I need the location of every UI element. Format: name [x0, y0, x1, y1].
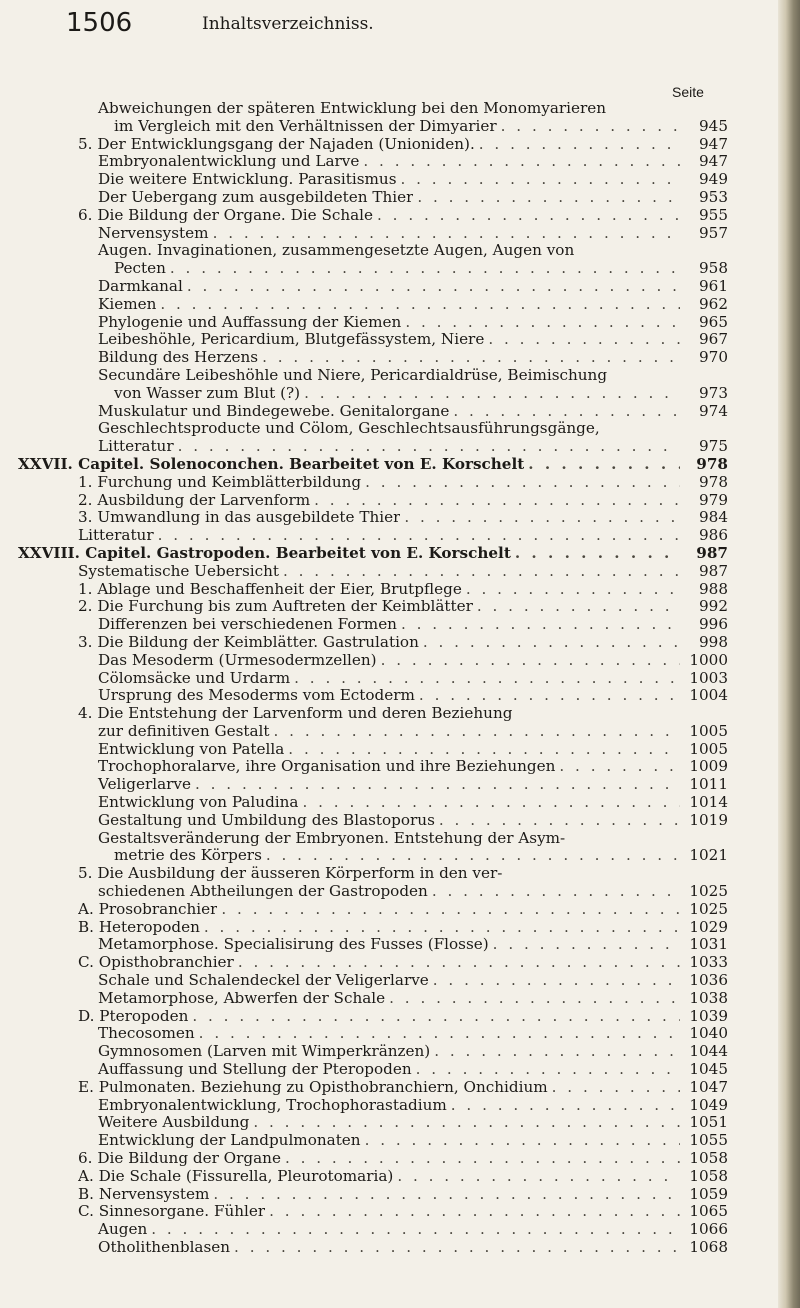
toc-entry-page: 1003: [689, 668, 728, 687]
toc-entry: [78, 1061, 728, 1079]
toc-entry-label: Secundäre Leibeshöhle und Niere, Pericardialdrüse, Beimischung: [98, 366, 608, 384]
toc-entry: [78, 1168, 728, 1186]
toc-entry-page: 961: [699, 276, 728, 295]
toc-entry-label: 3. Umwandlung in das ausgebildete Thier: [78, 509, 401, 527]
toc-entry-label: im Vergleich mit den Verhältnissen der Dimyarier: [114, 117, 497, 135]
toc-entry-label: 2. Die Furchung bis zum Auftreten der Keimblätter: [78, 598, 473, 616]
toc-entry-label: E. Pulmonaten. Beziehung zu Opisthobranchiern, Onchidium: [78, 1078, 548, 1096]
toc-entry: [78, 741, 728, 759]
toc-entry-label: Weitere Ausbildung: [98, 1114, 250, 1132]
toc-entry: [78, 153, 728, 171]
dot-leader: [234, 1239, 680, 1257]
dot-leader: [439, 812, 680, 830]
toc-entry-page: 1065: [689, 1202, 728, 1221]
toc-entry: [78, 865, 728, 883]
toc-entry-page: 958: [699, 259, 728, 278]
toc-entry-page: 1021: [689, 846, 728, 865]
toc-entry-page: 967: [699, 330, 728, 349]
toc-entry-page: 945: [699, 116, 728, 135]
toc-entry-label: XXVII. Capitel. Solenoconchen. Bearbeitet von E. Korschelt: [18, 455, 525, 473]
dot-leader: [160, 296, 680, 314]
toc-entry: [78, 687, 728, 705]
toc-entry-label: Geschlechtsproducte und Cölom, Geschlechtsausführungsgänge,: [98, 420, 600, 438]
toc-entry-label: Leibeshöhle, Pericardium, Blutgefässystem, Niere: [98, 331, 485, 349]
toc-entry: [78, 278, 728, 296]
toc-entry: [78, 723, 728, 741]
toc-entry: [78, 1186, 728, 1204]
toc-entry-page: 1005: [689, 721, 728, 740]
toc-entry: [78, 1150, 728, 1168]
toc-entry-label: B. Heteropoden: [78, 918, 200, 936]
toc-entry-label: 5. Die Ausbildung der äusseren Körperform in den ver-: [78, 865, 503, 883]
toc-entry-page: 974: [699, 401, 728, 420]
toc-entry: [78, 812, 728, 830]
toc-entry: [78, 847, 728, 865]
toc-entry-page: 1038: [689, 988, 728, 1007]
toc-entry-label: C. Opisthobranchier: [78, 954, 234, 972]
dot-leader: [417, 189, 680, 207]
toc-entry: [78, 474, 728, 492]
toc-entry-page: 957: [699, 223, 728, 242]
dot-leader: [419, 687, 680, 705]
toc-entry: [78, 260, 728, 278]
toc-entry-page: 1005: [689, 739, 728, 758]
toc-entry-label: D. Pteropoden: [78, 1007, 189, 1025]
toc-entry: [78, 331, 728, 349]
toc-entry-label: Gestaltung und Umbildung des Blastoporus: [98, 811, 435, 829]
toc-entry-label: A. Die Schale (Fissurella, Pleurotomaria): [78, 1167, 394, 1185]
dot-leader: [404, 509, 680, 527]
toc-entry: [78, 919, 728, 937]
toc-entry-page: 975: [699, 437, 728, 456]
toc-entry: [78, 118, 728, 136]
toc-entry-page: 978: [699, 472, 728, 491]
toc-entry-label: 4. Die Entstehung der Larvenform und deren Beziehung: [78, 705, 513, 723]
toc-entry-label: 2. Ausbildung der Larvenform: [78, 491, 311, 509]
toc-entry-page: 1009: [689, 757, 728, 776]
toc-entry-label: Differenzen bei verschiedenen Formen: [98, 616, 397, 634]
toc-entry: [78, 314, 728, 332]
dot-leader: [488, 331, 680, 349]
toc-entry-page: 988: [699, 579, 728, 598]
dot-leader: [559, 758, 680, 776]
toc-entry-page: 1058: [689, 1166, 728, 1185]
dot-leader: [515, 545, 680, 563]
toc-entry-label: 1. Ablage und Beschaffenheit der Eier, Brutpflege: [78, 580, 462, 598]
toc-entry-label: Entwicklung von Patella: [98, 740, 285, 758]
dot-leader: [363, 153, 680, 171]
toc-entry-page: 973: [699, 383, 728, 402]
toc-entry: [78, 492, 728, 510]
toc-entry: [78, 954, 728, 972]
toc-entry-label: Systematische Uebersicht: [78, 562, 279, 580]
toc-entry: [78, 171, 728, 189]
dot-leader: [432, 883, 680, 901]
dot-leader: [204, 919, 680, 937]
toc-entry-page: 1014: [689, 793, 728, 812]
toc-entry-page: 996: [699, 615, 728, 634]
page-number: 1506: [66, 8, 133, 38]
toc-entry: [78, 563, 728, 581]
toc-entry-page: 947: [699, 152, 728, 171]
toc-entry-page: 1004: [689, 686, 728, 705]
dot-leader: [405, 314, 680, 332]
toc-entry-label: Augen. Invaginationen, zusammengesetzte Augen, Augen von: [98, 242, 575, 260]
dot-leader: [501, 118, 680, 136]
dot-leader: [381, 652, 680, 670]
dot-leader: [466, 581, 680, 599]
toc-entry-label: A. Prosobranchier: [78, 900, 218, 918]
toc-entry: [78, 830, 728, 848]
dot-leader: [213, 225, 680, 243]
toc-entry: [78, 758, 728, 776]
toc-entry-page: 1066: [689, 1220, 728, 1239]
toc-entry-label: Pecten: [114, 260, 166, 278]
toc-entry: [78, 367, 728, 385]
toc-entry: [78, 670, 728, 688]
toc-entry: [78, 1008, 728, 1026]
dot-leader: [528, 456, 680, 474]
toc-entry: [78, 705, 728, 723]
toc-entry: [78, 581, 728, 599]
toc-entry-label: Augen: [98, 1221, 148, 1239]
toc-entry-page: 965: [699, 312, 728, 331]
toc-entry-label: Das Mesoderm (Urmesodermzellen): [98, 651, 377, 669]
toc-entry-label: zur definitiven Gestalt: [98, 722, 270, 740]
toc-entry-page: 1040: [689, 1024, 728, 1043]
toc-entry: [78, 136, 728, 154]
toc-entry-label: B. Nervensystem: [78, 1185, 210, 1203]
toc-entry: [78, 296, 728, 314]
toc-entry: [78, 207, 728, 225]
toc-entry-page: 1019: [689, 810, 728, 829]
toc-entry-label: schiedenen Abtheilungen der Gastropoden: [98, 883, 428, 901]
dot-leader: [365, 1132, 680, 1150]
toc-entry-page: 1045: [689, 1060, 728, 1079]
toc-entry: [78, 598, 728, 616]
toc-entry-label: Der Uebergang zum ausgebildeten Thier: [98, 188, 414, 206]
running-title: Inhaltsverzeichniss.: [202, 14, 374, 34]
toc-entry-label: Kiemen: [98, 295, 157, 313]
toc-entry-page: 1058: [689, 1149, 728, 1168]
toc-entry: [78, 776, 728, 794]
chapter-entry: [18, 543, 728, 563]
toc-entry-page: 987: [696, 543, 728, 562]
toc-entry-label: 5. Der Entwicklungsgang der Najaden (Unioniden).: [78, 135, 475, 153]
dot-leader: [389, 990, 680, 1008]
dot-leader: [253, 1114, 680, 1132]
toc-entry-label: 1. Furchung und Keimblätterbildung: [78, 473, 362, 491]
toc-entry: [78, 403, 728, 421]
toc-entry: [78, 1097, 728, 1115]
toc-entry: [78, 1043, 728, 1061]
page-edge: [778, 0, 800, 1308]
toc-entry-label: Metamorphose, Abwerfen der Schale: [98, 989, 386, 1007]
toc-entry-page: 1047: [689, 1077, 728, 1096]
dot-leader: [288, 741, 680, 759]
toc-entry-page: 955: [699, 205, 728, 224]
toc-entry: [78, 990, 728, 1008]
dot-leader: [266, 847, 680, 865]
toc-entry-label: 6. Die Bildung der Organe. Die Schale: [78, 206, 374, 224]
toc-entry: [78, 634, 728, 652]
dot-leader: [274, 723, 680, 741]
dot-leader: [238, 954, 680, 972]
toc-entry-label: Phylogenie und Auffassung der Kiemen: [98, 313, 402, 331]
toc-entry: [78, 438, 728, 456]
toc-entry-label: Auffassung und Stellung der Pteropoden: [98, 1061, 412, 1079]
dot-leader: [451, 1097, 680, 1115]
toc-entry: [78, 509, 728, 527]
toc-entry-label: Ursprung des Mesoderms vom Ectoderm: [98, 687, 415, 705]
page-header: [66, 8, 716, 42]
toc-entry-page: 1025: [689, 899, 728, 918]
toc-entry: [78, 616, 728, 634]
toc-entry-label: Gymnosomen (Larven mit Wimperkränzen): [98, 1043, 431, 1061]
dot-leader: [283, 563, 680, 581]
toc-entry-label: Litteratur: [98, 438, 174, 456]
toc-entry-page: 978: [696, 454, 728, 473]
dot-leader: [397, 1168, 680, 1186]
dot-leader: [192, 1008, 680, 1026]
toc-entry: [78, 1221, 728, 1239]
dot-leader: [170, 260, 680, 278]
dot-leader: [151, 1221, 680, 1239]
dot-leader: [400, 171, 680, 189]
toc-entry-label: Nervensystem: [98, 224, 209, 242]
toc-entry-page: 1031: [689, 935, 728, 954]
dot-leader: [262, 349, 680, 367]
toc-entry-label: 3. Die Bildung der Keimblätter. Gastrulation: [78, 633, 419, 651]
toc-entry-label: XXVIII. Capitel. Gastropoden. Bearbeitet von E. Korschelt: [18, 544, 511, 562]
toc-entry-label: von Wasser zum Blut (?): [114, 384, 301, 402]
toc-entry: [78, 1114, 728, 1132]
dot-leader: [453, 403, 680, 421]
dot-leader: [377, 207, 680, 225]
toc-entry: [78, 189, 728, 207]
toc-entry-label: Bildung des Herzens: [98, 349, 259, 367]
toc-entry-label: Embryonalentwicklung, Trochophorastadium: [98, 1096, 447, 1114]
toc-entry: [78, 901, 728, 919]
dot-leader: [187, 278, 680, 296]
toc-entry: [78, 225, 728, 243]
toc-entry: [78, 972, 728, 990]
dot-leader: [433, 972, 680, 990]
dot-leader: [294, 670, 680, 688]
toc-entry-label: Thecosomen: [98, 1025, 195, 1043]
toc-entry-label: Gestaltsveränderung der Embryonen. Entstehung der Asym-: [98, 829, 566, 847]
toc-entry-page: 1039: [689, 1006, 728, 1025]
toc-entry-page: 953: [699, 187, 728, 206]
toc-entry-page: 1049: [689, 1095, 728, 1114]
toc-entry-label: C. Sinnesorgane. Fühler: [78, 1203, 266, 1221]
table-of-contents: [18, 100, 728, 1257]
toc-entry-page: 998: [699, 632, 728, 651]
toc-entry-page: 986: [699, 526, 728, 545]
toc-entry-page: 992: [699, 597, 728, 616]
toc-entry-label: Otholithenblasen: [98, 1239, 231, 1256]
dot-leader: [178, 438, 680, 456]
toc-entry-label: metrie des Körpers: [114, 847, 262, 865]
toc-entry-page: 1059: [689, 1184, 728, 1203]
dot-leader: [552, 1079, 680, 1097]
dot-leader: [213, 1186, 680, 1204]
toc-entry-label: Schale und Schalendeckel der Veligerlarve: [98, 972, 429, 990]
toc-entry: [78, 1132, 728, 1150]
toc-entry: [78, 1025, 728, 1043]
toc-entry-label: 6. Die Bildung der Organe: [78, 1150, 281, 1168]
dot-leader: [303, 794, 681, 812]
dot-leader: [304, 385, 680, 403]
dot-leader: [416, 1061, 680, 1079]
toc-entry-page: 1051: [689, 1113, 728, 1132]
dot-leader: [195, 776, 680, 794]
toc-entry: [78, 385, 728, 403]
toc-entry-page: 970: [699, 348, 728, 367]
toc-entry-page: 1055: [689, 1131, 728, 1150]
toc-entry: [78, 1079, 728, 1097]
toc-entry-page: 1000: [689, 650, 728, 669]
toc-entry-label: Muskulatur und Bindegewebe. Genitalorgane: [98, 402, 450, 420]
dot-leader: [423, 634, 680, 652]
dot-leader: [314, 492, 680, 510]
toc-entry: [78, 883, 728, 901]
toc-entry-page: 1068: [689, 1238, 728, 1256]
toc-entry: [78, 349, 728, 367]
toc-entry-label: Embryonalentwicklung und Larve: [98, 153, 360, 171]
dot-leader: [365, 474, 680, 492]
toc-entry: [78, 794, 728, 812]
toc-entry-page: 984: [699, 508, 728, 527]
toc-entry-page: 1033: [689, 953, 728, 972]
dot-leader: [477, 598, 680, 616]
toc-entry-page: 979: [699, 490, 728, 509]
toc-entry-page: 1011: [689, 775, 728, 794]
toc-entry: [78, 652, 728, 670]
toc-entry-label: Entwicklung von Paludina: [98, 794, 299, 812]
toc-entry: [78, 1203, 728, 1221]
dot-leader: [285, 1150, 680, 1168]
toc-entry: [78, 1239, 728, 1257]
toc-entry-label: Abweichungen der späteren Entwicklung bei den Monomyarieren: [98, 100, 607, 117]
toc-entry-page: 1044: [689, 1042, 728, 1061]
dot-leader: [221, 901, 680, 919]
toc-entry-page: 962: [699, 294, 728, 313]
toc-entry-page: 1029: [689, 917, 728, 936]
toc-entry-page: 1036: [689, 971, 728, 990]
toc-entry-label: Cölomsäcke und Urdarm: [98, 669, 291, 687]
toc-entry-label: Die weitere Entwicklung. Parasitismus: [98, 171, 397, 189]
toc-entry-label: Entwicklung der Landpulmonaten: [98, 1132, 361, 1150]
toc-entry: [78, 936, 728, 954]
toc-entry-label: Metamorphose. Specialisirung des Fusses (Flosse): [98, 936, 489, 954]
dot-leader: [199, 1025, 680, 1043]
dot-leader: [158, 527, 680, 545]
toc-entry-page: 1025: [689, 882, 728, 901]
toc-entry-label: Trochophoralarve, ihre Organisation und ihre Beziehungen: [98, 758, 556, 776]
toc-entry-label: Litteratur: [78, 527, 154, 545]
dot-leader: [493, 936, 680, 954]
toc-entry: [78, 242, 728, 260]
dot-leader: [479, 136, 680, 154]
toc-entry-label: Veligerlarve: [98, 776, 191, 794]
toc-entry: [78, 527, 728, 545]
dot-leader: [269, 1203, 680, 1221]
toc-entry: [78, 100, 728, 118]
dot-leader: [434, 1043, 680, 1061]
toc-entry-page: 949: [699, 170, 728, 189]
toc-entry-page: 987: [699, 561, 728, 580]
toc-entry-label: Darmkanal: [98, 277, 183, 295]
chapter-entry: [18, 454, 728, 474]
seite-label: Seite: [672, 84, 704, 100]
dot-leader: [401, 616, 680, 634]
toc-entry-page: 947: [699, 134, 728, 153]
toc-entry: [78, 420, 728, 438]
